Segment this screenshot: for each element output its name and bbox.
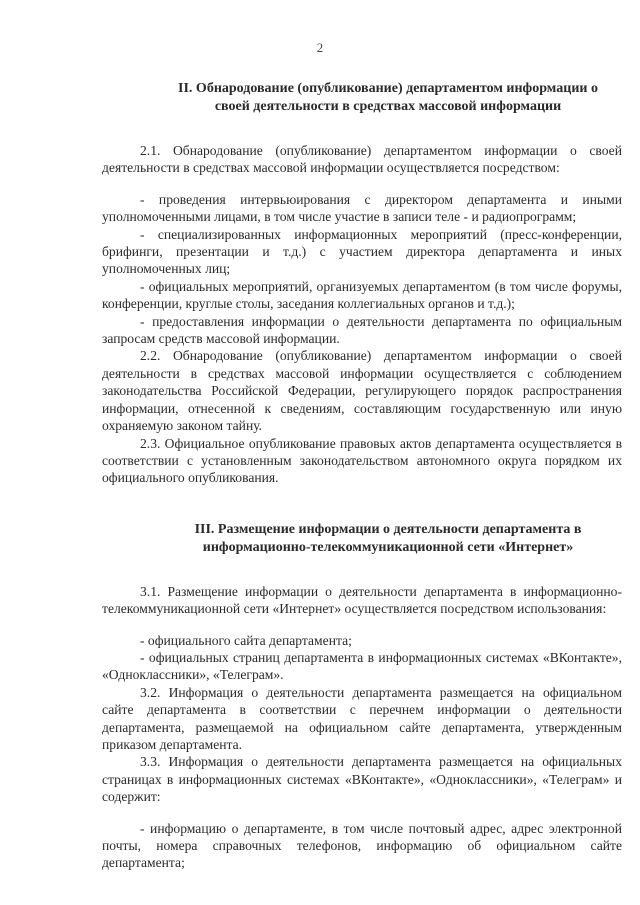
section-2-heading: [102, 80, 622, 116]
list-item-official-events: - официальных мероприятий, организуемых департаментом (в том числе форумы, конференции, круглые столы, заседания коллегиальных органов и т.д.);: [102, 278, 622, 312]
paragraph-2-1: 2.1. Обнародование (опубликование) департаментом информации о своей деятельности в средствах массовой информации осуществляется посредством:: [102, 143, 622, 176]
page-number: 2: [316, 40, 324, 55]
section-3-heading-line-2: информационно-телекоммуникационной сети «Интернет»: [202, 539, 574, 555]
document-body: [102, 80, 622, 872]
list-item-department-info: - информацию о департаменте, в том числе почтовый адрес, адрес электронной почты, номера справочных телефонов, информацию об официальном сайте департамента;: [102, 820, 622, 871]
paragraph-3-2: 3.2. Информация о деятельности департамента размещается на официальном сайте департамента в соответствии с перечнем информации о деятельности департамента, размещаемой на официальном сайте департамента, утвержденным приказом департамента.: [102, 684, 622, 752]
paragraph-3-1: 3.1. Размещение информации о деятельности департамента в информационно-телекоммуникационной сети «Интернет» осуществляется посредством использования:: [102, 583, 622, 617]
list-item-official-pages: - официальных страниц департамента в информационных системах «ВКонтакте», «Одноклассники», «Телеграм».: [102, 649, 622, 683]
list-item-interviews: - проведения интервьюирования с директором департамента и иными уполномоченными лицами, в том числе участие в записи теле - и радиопрограмм;: [102, 191, 622, 225]
section-2-heading-line-1: II. Обнародование (опубликование) департаментом информации о: [178, 81, 598, 96]
paragraph-2-3: 2.3. Официальное опубликование правовых актов департамента осуществляется в соответствии с установленным законодательством автономного округа порядком их официального опубликования.: [102, 435, 622, 486]
section-3-heading: [102, 521, 622, 557]
list-item-media-requests: - предоставления информации о деятельности департамента по официальным запросам средств массовой информации.: [102, 313, 622, 347]
list-item-special-events: - специализированных информационных мероприятий (пресс-конференции, брифинги, презентации и т.д.) с участием директора департамента и иных уполномоченных лиц;: [102, 226, 622, 277]
list-item-official-site: - официального сайта департамента;: [140, 632, 352, 648]
section-2-heading-line-2: своей деятельности в средствах массовой информации: [214, 99, 562, 114]
paragraph-2-2: 2.2. Обнародование (опубликование) департаментом информации о своей деятельности в средствах массовой информации осуществляется с соблюдением законодательства Российской Федерации, регулирующего порядок распространения информации, отнесенной к сведениям, составляющим государственную или иную охраняемую законом тайну.: [102, 348, 622, 434]
paragraph-3-3: 3.3. Информация о деятельности департамента размещается на официальных страницах в информационных системах «ВКонтакте», «Одноклассники», «Телеграм» и содержит:: [102, 754, 622, 805]
section-3-heading-line-1: III. Размещение информации о деятельности департамента в: [194, 521, 582, 537]
